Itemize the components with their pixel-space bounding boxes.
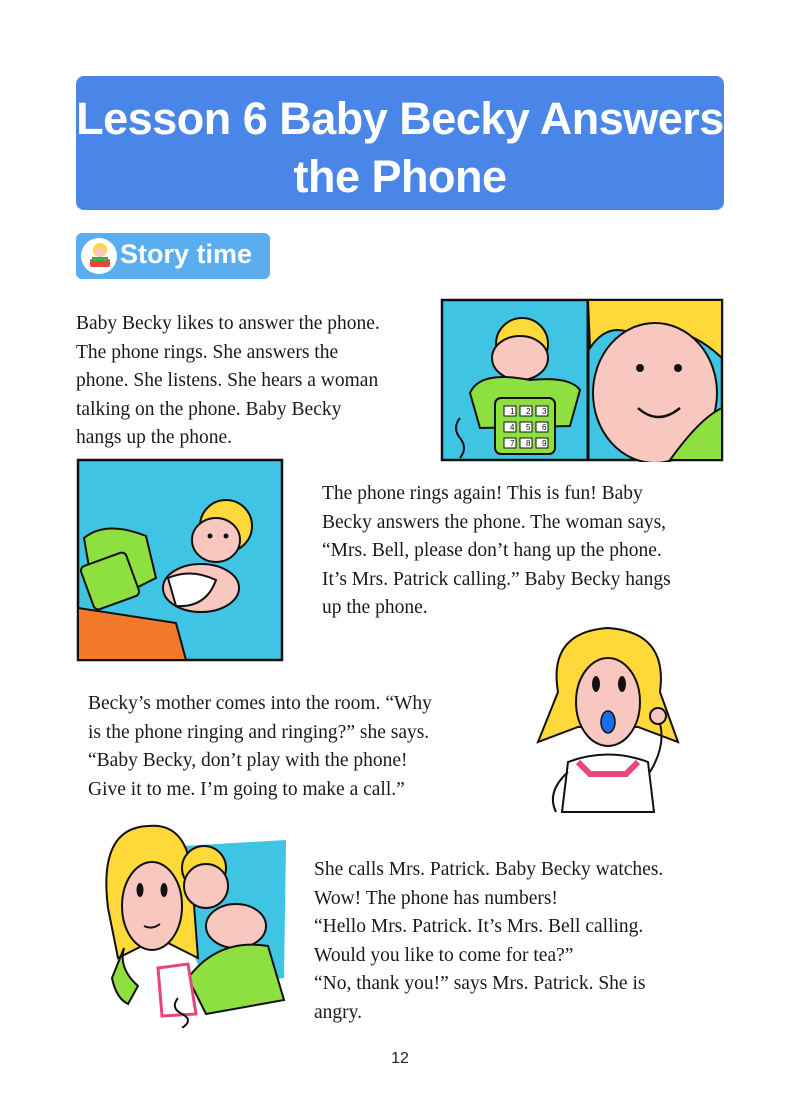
- keypad-digit: 7: [510, 439, 515, 448]
- text-line: “Mrs. Bell, please don’t hang up the phone.: [322, 540, 662, 561]
- text-line: “Baby Becky, don’t play with the phone!: [88, 750, 408, 771]
- keypad-digit: 6: [542, 423, 547, 432]
- keypad-digit: 1: [510, 407, 515, 416]
- text-line: angry.: [314, 1001, 363, 1023]
- story-paragraph-4: [314, 856, 663, 1027]
- story-paragraph-1: [76, 310, 380, 453]
- keypad-digit: 9: [542, 439, 547, 448]
- mother-calling-with-baby-illustration: [88, 818, 288, 1028]
- text-line: Baby Becky likes to answer the phone.: [76, 313, 380, 334]
- text-line: She calls Mrs. Patrick. Baby Becky watches.: [314, 859, 664, 880]
- keypad-digit: 2: [526, 407, 531, 416]
- lesson-title-line2: the Phone: [293, 151, 507, 202]
- mother-surprised-illustration: [528, 622, 688, 830]
- lesson-title-banner: [76, 76, 724, 210]
- text-line: The phone rings. She answers the: [76, 341, 339, 363]
- baby-answering-phone-illustration: [440, 298, 724, 462]
- lesson-title: [76, 90, 724, 206]
- text-line: hangs up the phone.: [76, 427, 232, 448]
- text-line: Wow! The phone has numbers!: [314, 887, 558, 909]
- story-time-label: Story time: [120, 239, 253, 269]
- reading-child-icon: [80, 237, 118, 275]
- story-time-badge: [76, 233, 270, 279]
- text-line: phone. She listens. She hears a woman: [76, 370, 379, 391]
- text-line: It’s Mrs. Patrick calling.” Baby Becky hangs: [322, 568, 671, 590]
- text-line: Give it to me. I’m going to make a call.”: [88, 778, 405, 800]
- text-line: “Hello Mrs. Patrick. It’s Mrs. Bell calling.: [314, 916, 644, 937]
- text-line: Becky’s mother comes into the room. “Why: [88, 693, 432, 714]
- text-line: Would you like to come for tea?”: [314, 944, 574, 966]
- text-line: is the phone ringing and ringing?” she says.: [88, 721, 430, 743]
- keypad-digit: 5: [526, 423, 531, 432]
- lesson-title-line1: Lesson 6 Baby Becky Answers: [76, 93, 724, 144]
- text-line: up the phone.: [322, 597, 428, 618]
- text-line: Becky answers the phone. The woman says,: [322, 511, 667, 533]
- page-number: 12: [391, 1050, 409, 1067]
- story-paragraph-3: [88, 690, 432, 804]
- baby-crawling-phone-illustration: [76, 458, 284, 662]
- text-line: The phone rings again! This is fun! Baby: [322, 483, 643, 504]
- keypad-digit: 8: [526, 439, 531, 448]
- story-paragraph-2: [322, 480, 671, 623]
- text-line: “No, thank you!” says Mrs. Patrick. She is: [314, 973, 646, 994]
- keypad-digit: 3: [542, 407, 547, 416]
- text-line: talking on the phone. Baby Becky: [76, 398, 342, 420]
- keypad-digit: 4: [510, 423, 515, 432]
